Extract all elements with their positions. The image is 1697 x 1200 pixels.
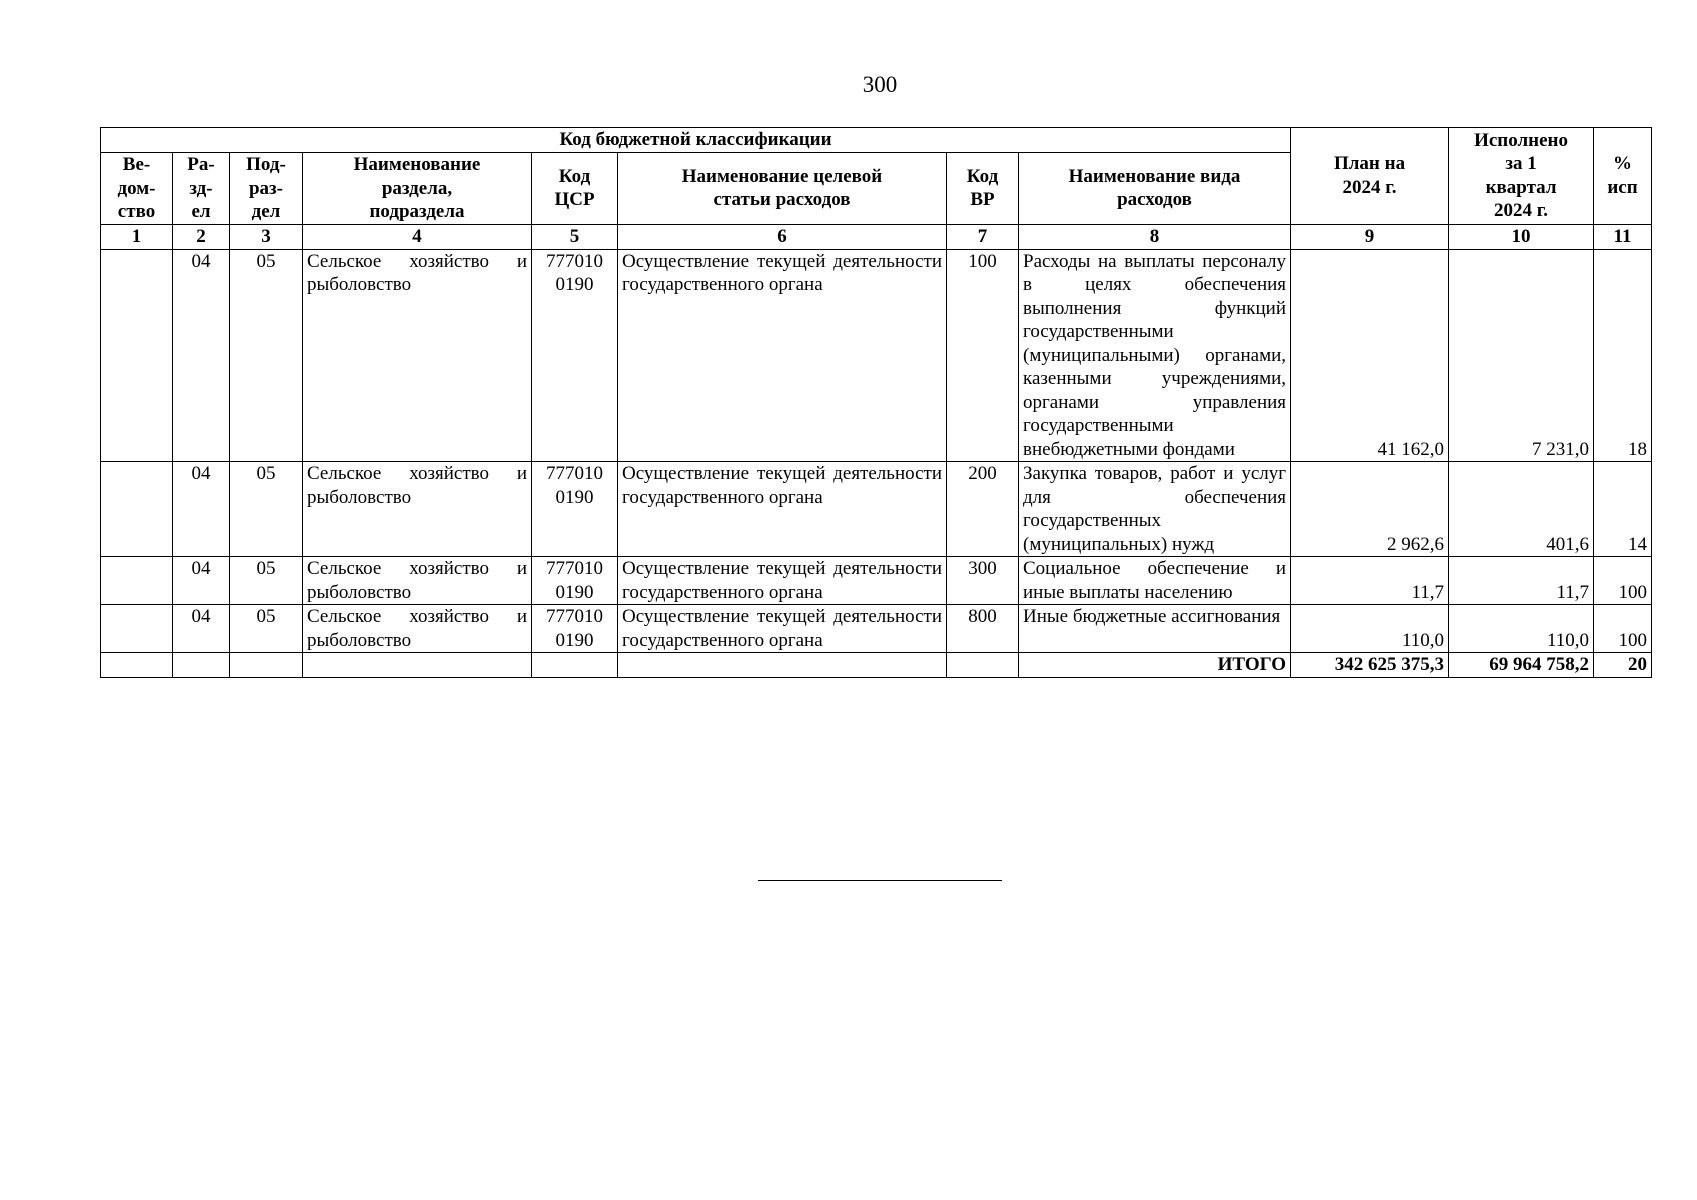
cell-csr: 777010 0190	[532, 249, 618, 462]
table-body	[101, 249, 1652, 677]
cell-csr-name: Осуществление текущей деятельности государственного органа	[618, 605, 947, 653]
cell-podrazdel: 05	[230, 249, 303, 462]
empty-cell	[101, 653, 173, 678]
header-vr: Код ВР	[947, 153, 1019, 225]
empty-cell	[303, 653, 532, 678]
cell-vr: 100	[947, 249, 1019, 462]
column-numbers-row	[101, 224, 1652, 249]
cell-podrazdel: 05	[230, 462, 303, 557]
cell-vedomstvo	[101, 249, 173, 462]
budget-execution-table	[100, 127, 1652, 678]
column-number: 5	[532, 224, 618, 249]
cell-podrazdel: 05	[230, 605, 303, 653]
column-number: 9	[1291, 224, 1449, 249]
header-percent: % исп	[1594, 128, 1652, 225]
column-number: 3	[230, 224, 303, 249]
cell-razdel: 04	[173, 249, 230, 462]
cell-plan: 41 162,0	[1291, 249, 1449, 462]
cell-csr: 777010 0190	[532, 462, 618, 557]
page-number: 300	[862, 72, 898, 97]
cell-vr: 300	[947, 557, 1019, 605]
cell-vr-name: Расходы на выплаты персоналу в целях обеспечения выполнения функций государственными (муниципальными) органами, казенными учреждениями, органами управления государственными внебюджетными фондами	[1019, 249, 1291, 462]
cell-razdel-name: Сельское хозяйство и рыболовство	[303, 557, 532, 605]
cell-executed: 11,7	[1449, 557, 1594, 605]
table-row	[101, 462, 1652, 557]
cell-executed: 110,0	[1449, 605, 1594, 653]
empty-cell	[230, 653, 303, 678]
total-executed: 69 964 758,2	[1449, 653, 1594, 678]
cell-csr: 777010 0190	[532, 557, 618, 605]
cell-razdel-name: Сельское хозяйство и рыболовство	[303, 605, 532, 653]
empty-cell	[532, 653, 618, 678]
cell-percent: 14	[1594, 462, 1652, 557]
empty-cell	[173, 653, 230, 678]
cell-csr-name: Осуществление текущей деятельности государственного органа	[618, 249, 947, 462]
column-number: 11	[1594, 224, 1652, 249]
empty-cell	[618, 653, 947, 678]
cell-razdel-name: Сельское хозяйство и рыболовство	[303, 249, 532, 462]
cell-razdel-name: Сельское хозяйство и рыболовство	[303, 462, 532, 557]
header-vedomstvo: Ве- дом- ство	[101, 153, 173, 225]
total-percent: 20	[1594, 653, 1652, 678]
column-number: 6	[618, 224, 947, 249]
table-row	[101, 249, 1652, 462]
cell-percent: 100	[1594, 605, 1652, 653]
header-podrazdel: Под- раз- дел	[230, 153, 303, 225]
cell-plan: 11,7	[1291, 557, 1449, 605]
cell-executed: 7 231,0	[1449, 249, 1594, 462]
cell-csr: 777010 0190	[532, 605, 618, 653]
cell-percent: 100	[1594, 557, 1652, 605]
budget-classification-header: Код бюджетной классификации	[101, 128, 1291, 153]
cell-csr-name: Осуществление текущей деятельности государственного органа	[618, 462, 947, 557]
cell-razdel: 04	[173, 557, 230, 605]
cell-vedomstvo	[101, 462, 173, 557]
header-vr-name: Наименование вида расходов	[1019, 153, 1291, 225]
cell-csr-name: Осуществление текущей деятельности государственного органа	[618, 557, 947, 605]
cell-plan: 2 962,6	[1291, 462, 1449, 557]
closing-rule	[758, 880, 1002, 881]
cell-vedomstvo	[101, 557, 173, 605]
column-number: 8	[1019, 224, 1291, 249]
total-plan: 342 625 375,3	[1291, 653, 1449, 678]
cell-podrazdel: 05	[230, 557, 303, 605]
cell-vedomstvo	[101, 605, 173, 653]
cell-razdel: 04	[173, 462, 230, 557]
header-razdel-name: Наименование раздела, подраздела	[303, 153, 532, 225]
cell-vr-name: Социальное обеспечение и иные выплаты населению	[1019, 557, 1291, 605]
table-row	[101, 605, 1652, 653]
header-csr-name: Наименование целевой статьи расходов	[618, 153, 947, 225]
column-number: 4	[303, 224, 532, 249]
header-razdel: Ра- зд- ел	[173, 153, 230, 225]
column-number: 1	[101, 224, 173, 249]
cell-vr: 800	[947, 605, 1019, 653]
cell-plan: 110,0	[1291, 605, 1449, 653]
header-executed: Исполнено за 1 квартал 2024 г.	[1449, 128, 1594, 225]
empty-cell	[947, 653, 1019, 678]
column-number: 7	[947, 224, 1019, 249]
cell-razdel: 04	[173, 605, 230, 653]
cell-vr-name: Закупка товаров, работ и услуг для обеспечения государственных (муниципальных) нужд	[1019, 462, 1291, 557]
cell-vr: 200	[947, 462, 1019, 557]
table-row	[101, 557, 1652, 605]
cell-percent: 18	[1594, 249, 1652, 462]
total-row	[101, 653, 1652, 678]
column-number: 10	[1449, 224, 1594, 249]
column-number: 2	[173, 224, 230, 249]
cell-executed: 401,6	[1449, 462, 1594, 557]
header-csr: Код ЦСР	[532, 153, 618, 225]
cell-vr-name: Иные бюджетные ассигнования	[1019, 605, 1291, 653]
header-plan: План на 2024 г.	[1291, 128, 1449, 225]
total-label: ИТОГО	[1019, 653, 1291, 678]
